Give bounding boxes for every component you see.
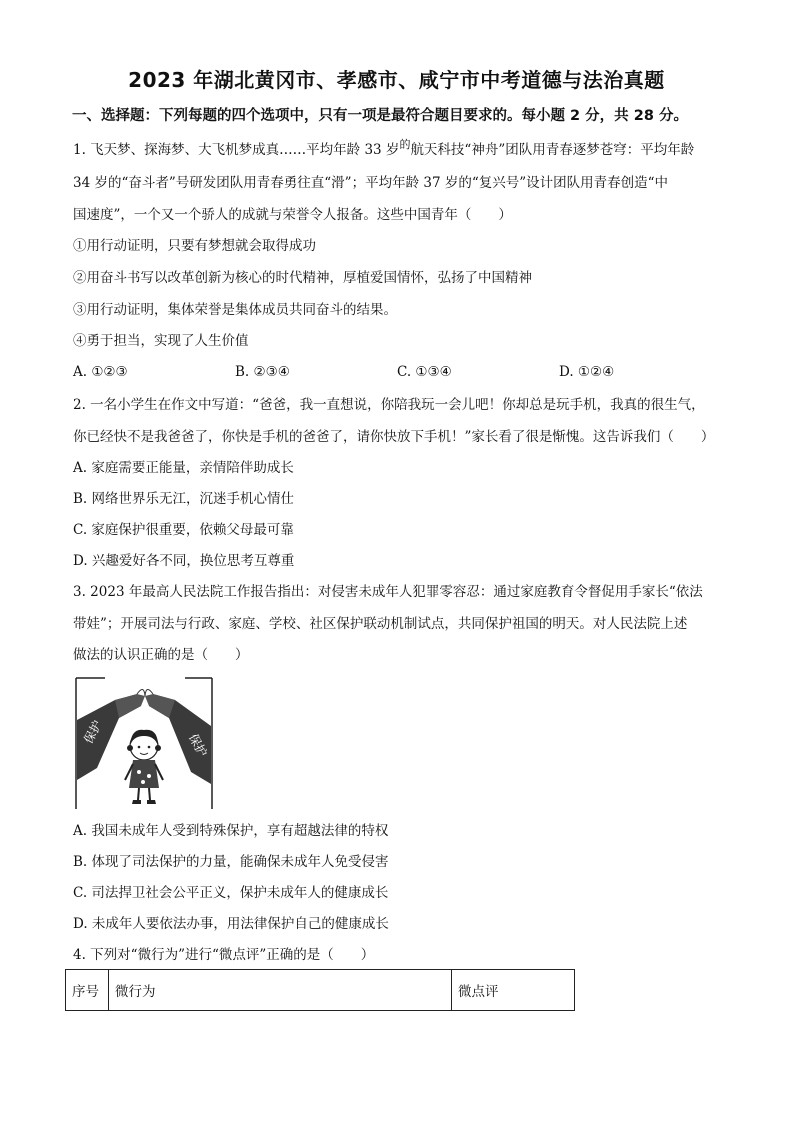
right-arm-label: 保护 — [186, 731, 210, 760]
q1-statement-2: ②用奋斗书写以改革创新为核心的时代精神，厚植爱国情怀，弘扬了中国精神 — [73, 270, 532, 286]
q2-stem-line-2: 你已经快不是我爸爸了，你快是手机的爸爸了，请你快放下手机！”家长看了很是惭愧。这告诉我们（ ） — [73, 429, 715, 445]
q3-option-d[interactable]: D. 未成年人要依法办事，用法律保护自己的健康成长 — [73, 916, 389, 932]
q2-option-c[interactable]: C. 家庭保护很重要，依赖父母最可靠 — [73, 522, 294, 538]
q1-option-c[interactable]: C. ①③④ — [397, 364, 452, 380]
q4-table — [65, 969, 575, 1011]
q2-option-d[interactable]: D. 兴趣爱好各不同，换位思考互尊重 — [73, 553, 295, 569]
q3-stem-line-3: 做法的认识正确的是（ ） — [73, 647, 249, 663]
q1-option-a[interactable]: A. ①②③ — [73, 364, 128, 380]
q2-option-b[interactable]: B. 网络世界乐无江，沉迷手机心情仕 — [73, 491, 295, 507]
table-header-behavior: 微行为 — [109, 970, 452, 1011]
q1-option-d[interactable]: D. ①②④ — [559, 364, 615, 380]
page-title: 2023 年湖北黄冈市、孝感市、咸宁市中考道德与法治真题 — [128, 68, 665, 92]
left-arm-label: 保护 — [81, 718, 105, 746]
q3-option-c[interactable]: C. 司法捍卫社会公平正义，保护未成年人的健康成长 — [73, 885, 389, 901]
table-header-number: 序号 — [66, 970, 109, 1011]
q1-stem-superscript: 的 — [399, 138, 411, 151]
q2-option-a[interactable]: A. 家庭需要正能量，亲情陪伴助成长 — [73, 460, 294, 476]
q3-option-b[interactable]: B. 体现了司法保护的力量，能确保未成年人免受侵害 — [73, 854, 389, 870]
q3-stem-line-2: 带娃”；开展司法与行政、家庭、学校、社区保护联动机制试点，共同保护祖国的明天。对人民法院上述 — [73, 616, 688, 632]
q2-stem-line-1: 2. 一名小学生在作文中写道：“爸爸，我一直想说，你陪我玩一会儿吧！你却总是玩手机，我真的很生气， — [73, 397, 705, 413]
q1-stem-part-a: 1. 飞天梦、探海梦、大飞机梦成真……平均年龄 33 岁 — [73, 142, 400, 158]
protection-illustration — [75, 676, 213, 810]
q3-stem-line-1: 3. 2023 年最高人民法院工作报告指出：对侵害未成年人犯罪零容忍：通过家庭教育令督促用手家长“依法 — [73, 584, 703, 600]
q1-statement-4: ④勇于担当，实现了人生价值 — [73, 333, 249, 349]
q1-stem-line-2: 34 岁的“奋斗者”号研发团队用青春勇往直“滑”；平均年龄 37 岁的“复兴号”设计团队用青春创造“中 — [73, 175, 669, 191]
q1-statement-3: ③用行动证明，集体荣誉是集体成员共同奋斗的结果。 — [73, 302, 397, 318]
table-header-comment: 微点评 — [452, 970, 575, 1011]
q3-option-a[interactable]: A. 我国未成年人受到特殊保护，享有超越法律的特权 — [73, 823, 389, 839]
q1-stem-line-1 — [73, 138, 733, 160]
q1-stem-part-b: 航天科技“神舟”团队用青春逐梦苍穹：平均年龄 — [410, 142, 695, 158]
section-header: 一、选择题：下列每题的四个选项中，只有一项是最符合题目要求的。每小题 2 分，共 28 分。 — [72, 108, 688, 124]
q1-statement-1: ①用行动证明，只要有梦想就会取得成功 — [73, 238, 316, 254]
q1-option-b[interactable]: B. ②③④ — [235, 364, 290, 380]
q4-stem: 4. 下列对“微行为”进行“微点评”正确的是（ ） — [73, 947, 375, 963]
q1-stem-line-3: 国速度”，一个又一个骄人的成就与荣誉令人报备。这些中国青年（ ） — [73, 207, 512, 223]
table-header-row — [66, 970, 575, 1011]
